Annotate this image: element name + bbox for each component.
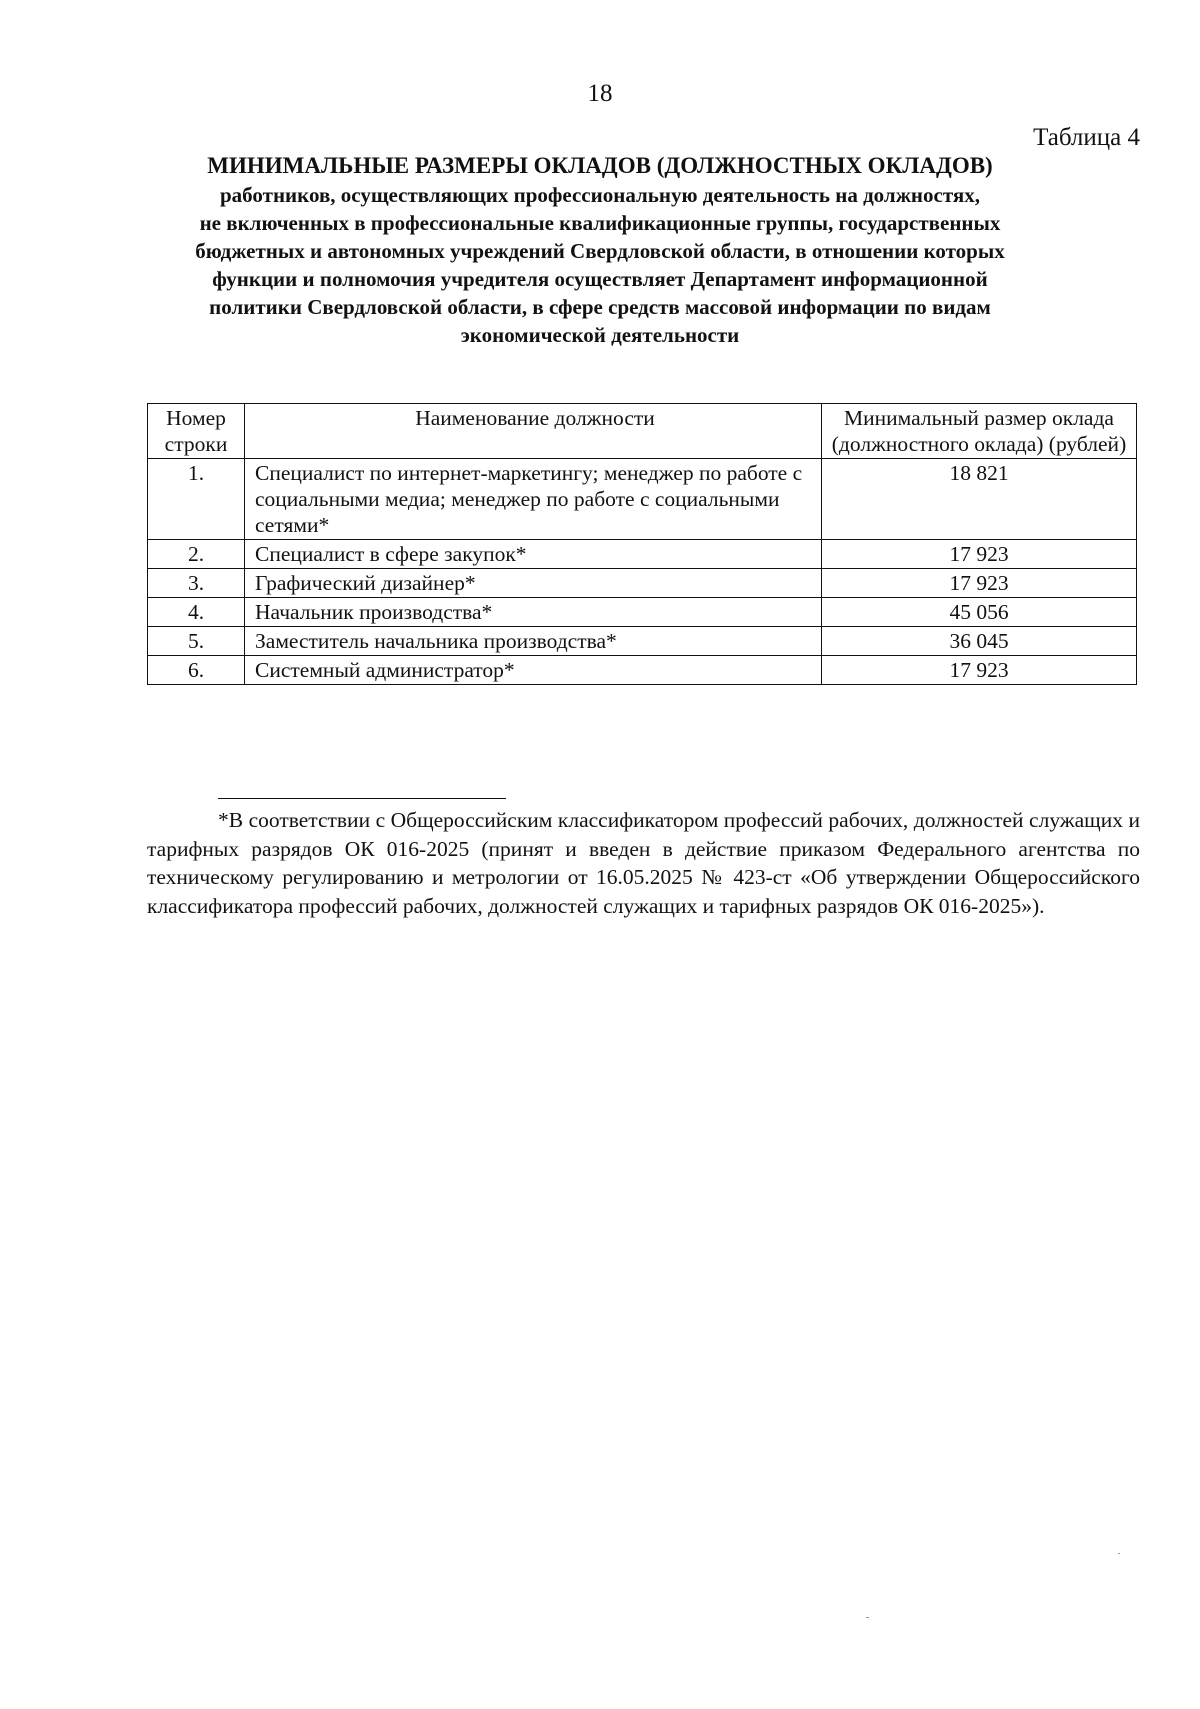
subtitle-line: политики Свердловской области, в сфере средств массовой информации по видам [209,295,991,319]
document-subtitle [110,181,1090,349]
position-name: Графический дизайнер* [245,569,822,598]
salary-table [147,403,1137,685]
table-header-row [148,404,1137,459]
subtitle-line: функции и полномочия учредителя осуществляет Департамент информационной [212,267,988,291]
row-number: 2. [148,540,245,569]
position-name: Специалист по интернет-маркетингу; менеджер по работе с социальными медиа; менеджер по работе с социальными сетями* [245,459,822,540]
salary-value: 18 821 [822,459,1137,540]
table-row [148,459,1137,540]
row-number: 3. [148,569,245,598]
subtitle-line: работников, осуществляющих профессиональную деятельность на должностях, [220,183,980,207]
table-row [148,656,1137,685]
row-number: 5. [148,627,245,656]
footnote: *В соответствии с Общероссийским классификатором профессий рабочих, должностей служащих и тарифных разрядов ОК 016-2025 (принят и введен в действие приказом Федерального агентства по техническому регулированию и метрологии от 16.05.2025 № 423-ст «Об утверждении Общероссийского классификатора профессий рабочих, должностей служащих и тарифных разрядов ОК 016-2025»). [147,808,1140,918]
table-row [148,569,1137,598]
salary-value: 17 923 [822,656,1137,685]
salary-value: 36 045 [822,627,1137,656]
salary-value: 45 056 [822,598,1137,627]
table-row [148,627,1137,656]
page-number: 18 [587,80,613,107]
header-row-number: Номер строки [148,404,245,459]
subtitle-line: экономической деятельности [460,323,740,347]
table-row [148,598,1137,627]
position-name: Заместитель начальника производства* [245,627,822,656]
subtitle-line: не включенных в профессиональные квалификационные группы, государственных [199,211,1001,235]
document-title: МИНИМАЛЬНЫЕ РАЗМЕРЫ ОКЛАДОВ (ДОЛЖНОСТНЫХ ОКЛАДОВ) [207,153,993,178]
row-number: 6. [148,656,245,685]
row-number: 1. [148,459,245,540]
salary-value: 17 923 [822,569,1137,598]
scan-speck [1118,1553,1120,1554]
position-name: Системный администратор* [245,656,822,685]
scan-speck [866,1617,869,1618]
table-label: Таблица 4 [1033,124,1140,151]
table-row [148,540,1137,569]
position-name: Специалист в сфере закупок* [245,540,822,569]
position-name: Начальник производства* [245,598,822,627]
header-min-salary: Минимальный размер оклада (должностного оклада) (рублей) [822,404,1137,459]
row-number: 4. [148,598,245,627]
subtitle-line: бюджетных и автономных учреждений Свердловской области, в отношении которых [195,239,1005,263]
salary-value: 17 923 [822,540,1137,569]
header-position-name: Наименование должности [245,404,822,459]
footnote-separator [218,798,506,799]
